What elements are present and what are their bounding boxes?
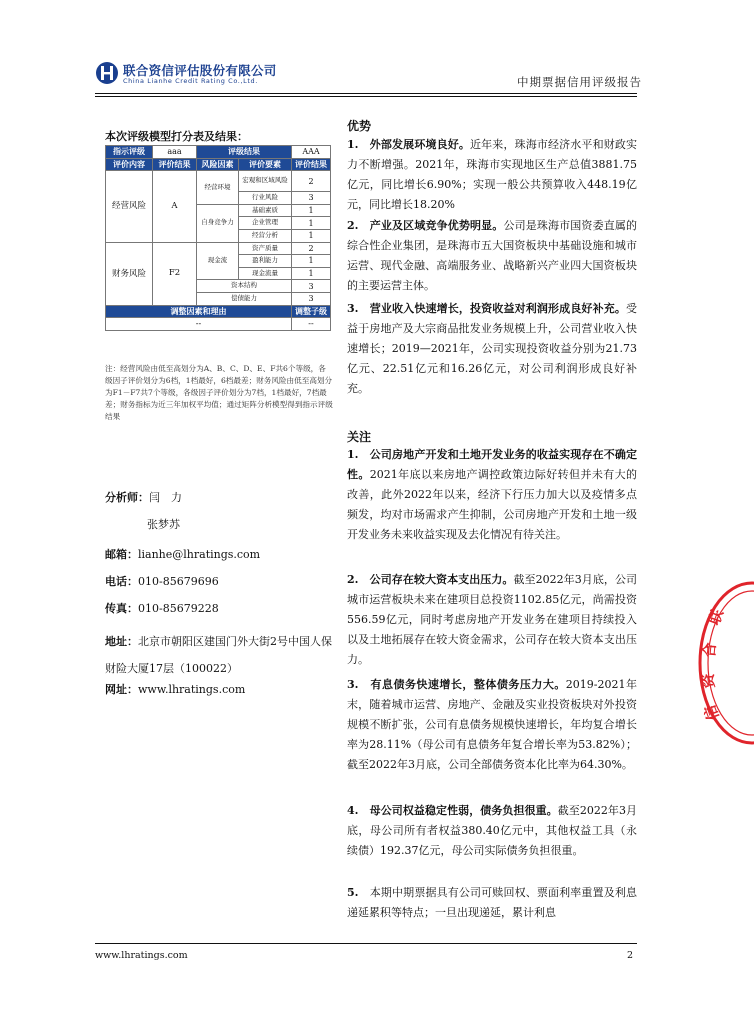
rating-result-label: 评级结果	[197, 146, 292, 159]
phone-line	[105, 575, 219, 589]
table-cell: 1	[292, 229, 331, 242]
item-number: 2.	[347, 573, 359, 586]
item-body: 公司是珠海市国资委直属的综合性企业集团，是珠海市五大国资板块中基础设施和城市运营、现代金融、高端服务业、战略新兴产业四大国资板块的主要运营主体。	[347, 219, 637, 292]
svg-text:资: 资	[698, 672, 718, 690]
table-row	[106, 171, 331, 192]
cash-flow-label: 现金流	[197, 242, 239, 280]
table-row	[106, 146, 331, 159]
table-row	[106, 242, 331, 255]
website-line	[105, 683, 245, 697]
business-risk-label: 经营风险	[106, 171, 153, 242]
fax-value: 010-85679228	[138, 602, 219, 615]
item-heading: 公司房地产开发和土地开发业务的收益实现存在不确定性。	[347, 448, 637, 481]
table-cell: 2	[292, 242, 331, 255]
operating-environment-label: 经营环境	[197, 171, 239, 205]
fax-label: 传真：	[105, 602, 138, 615]
item-body: 截至2022年3月底，母公司所有者权益380.40亿元中，其他权益工具（永续债）192.37亿元，母公司实际债务负担很重。	[347, 804, 638, 857]
rating-table-title: 本次评级模型打分表及结果：	[105, 130, 248, 143]
table-cell: 1	[292, 204, 331, 217]
address-line	[105, 628, 337, 682]
phone-label: 电话：	[105, 575, 138, 588]
item-heading: 营业收入快速增长，投资收益对利润形成良好补充。	[369, 302, 626, 315]
table-cell: 行业风险	[239, 192, 292, 205]
table-cell: 1	[292, 255, 331, 268]
table-row	[106, 318, 331, 331]
table-cell: 现金流量	[239, 267, 292, 280]
table-cell: 盈利能力	[239, 255, 292, 268]
address-label: 地址：	[105, 635, 138, 648]
table-cell: 宏观和区域风险	[239, 171, 292, 192]
company-logo-icon	[95, 61, 119, 85]
item-heading: 产业及区域竞争优势明显。	[369, 219, 504, 232]
report-type-title: 中期票据信用评级报告	[517, 75, 642, 89]
website-value[interactable]: www.lhratings.com	[138, 683, 246, 696]
strengths-heading: 优势	[347, 119, 372, 133]
rating-result-value: AAA	[292, 146, 331, 159]
table-header-row	[106, 305, 331, 318]
analyst-name: 张梦苏	[147, 518, 180, 531]
financial-risk-result: F2	[153, 242, 197, 305]
concerns-heading: 关注	[347, 430, 372, 444]
column-header: 评价结果	[292, 158, 331, 171]
table-cell: 企业管理	[239, 217, 292, 230]
table-cell: 经营分析	[239, 229, 292, 242]
item-number: 3.	[347, 678, 359, 691]
table-cell: 2	[292, 171, 331, 192]
concern-item	[347, 883, 637, 923]
item-number: 3.	[347, 302, 359, 315]
header-divider-thin	[95, 96, 637, 97]
item-body: 本期中期票据具有公司可赎回权、票面利率重置及利息递延累积等特点；一旦出现递延，累计利息	[347, 886, 637, 919]
item-heading: 有息债务快速增长，整体债务压力大。	[370, 678, 566, 691]
footer-website[interactable]: www.lhratings.com	[95, 950, 188, 961]
page-number: 2	[626, 950, 633, 961]
company-name-cn: 联合资信评估股份有限公司	[123, 63, 277, 78]
table-cell: 基础素质	[239, 204, 292, 217]
rating-score-table	[105, 145, 331, 331]
strength-item	[347, 299, 637, 399]
business-risk-result: A	[153, 171, 197, 242]
competitiveness-label: 自身竞争力	[197, 204, 239, 242]
adjust-factor-label: 调整因素和理由	[106, 305, 292, 318]
item-number: 4.	[347, 804, 359, 817]
indicator-rating-value: aaa	[153, 146, 197, 159]
analyst-line	[105, 491, 182, 505]
indicator-rating-label: 指示评级	[106, 146, 153, 159]
item-body: 截至2022年3月底，公司城市运营板块未来在建项目总投资1102.85亿元，尚需投资556.59亿元，同时考虑房地产开发业务在建项目持续投入以及土地拓展存在较大资金需求，公司存在较大资本支出压力。	[347, 573, 638, 666]
table-footnote: 注：经营风险由低至高划分为A、B、C、D、E、F共6个等级，各级因子评价划分为6档，1档最好，6档最差；财务风险由低至高划分为F1－F7共7个等级，各级因子评价划分为7档，1档最好，7档最差；财务指标为近三年加权平均值；通过矩阵分析模型得到指示评级结果	[105, 364, 333, 421]
header-divider	[95, 93, 637, 94]
address-value: 北京市朝阳区建国门外大街2号中国人保财险大厦17层（100022）	[105, 635, 332, 675]
item-number: 1.	[347, 138, 359, 151]
item-heading: 母公司权益稳定性弱，债务负担很重。	[369, 804, 558, 817]
adjust-level-label: 调整子级	[292, 305, 331, 318]
financial-risk-label: 财务风险	[106, 242, 153, 305]
item-body: 2021年底以来房地产调控政策边际好转但并未有大的改善，此外2022年以来，经济下行压力加大以及疫情多点频发，均对市场需求产生抑制，公司房地产开发和土地一级开发业务未来收益实现及去化情况有待关注。	[347, 468, 638, 541]
item-heading: 公司存在较大资本支出压力。	[369, 573, 514, 586]
column-header: 评价结果	[153, 158, 197, 171]
item-number: 2.	[347, 219, 359, 232]
item-number: 1.	[347, 448, 359, 461]
analyst-label: 分析师：	[105, 491, 149, 504]
item-body: 2019-2021年末，随着城市运营、房地产、金融及实业投资板块对外投资规模不断扩张，公司有息债务规模快速增长，年均复合增长率为28.11%（母公司有息债务年复合增长率为53.82%）；截至2022年3月底，公司全部债务资本化比率为64.30%。	[347, 678, 637, 771]
email-value[interactable]: lianhe@lhratings.com	[138, 548, 261, 561]
table-cell: 3	[292, 192, 331, 205]
item-heading: 外部发展环境良好。	[369, 138, 471, 151]
email-line	[105, 548, 260, 562]
adjust-reason: --	[106, 318, 292, 331]
website-label: 网址：	[105, 683, 138, 696]
table-cell: 1	[292, 267, 331, 280]
column-header: 风险因素	[197, 158, 239, 171]
phone-value: 010-85679696	[138, 575, 219, 588]
table-cell: 资本结构	[197, 280, 292, 293]
item-body: 受益于房地产及大宗商品批发业务规模上升，公司营业收入快速增长；2019—2021年，公司实现投资收益分别为21.73亿元、22.51亿元和16.26亿元，对公司利润形成良好补充。	[347, 302, 637, 395]
concern-item	[347, 801, 637, 861]
concern-item	[347, 570, 637, 670]
fax-line	[105, 602, 219, 616]
company-seal-stamp	[694, 578, 754, 748]
table-cell: 1	[292, 217, 331, 230]
column-header: 评价内容	[106, 158, 153, 171]
svg-text:联: 联	[704, 607, 727, 628]
strength-item	[347, 135, 637, 215]
table-cell: 资产质量	[239, 242, 292, 255]
footer-divider	[95, 943, 637, 944]
email-label: 邮箱：	[105, 548, 138, 561]
table-cell: 3	[292, 280, 331, 293]
adjust-value: --	[292, 318, 331, 331]
svg-text:合: 合	[700, 641, 720, 659]
table-header-row	[106, 158, 331, 171]
concern-item	[347, 675, 637, 775]
item-number: 5.	[347, 886, 359, 899]
table-cell: 偿债能力	[197, 292, 292, 305]
company-name-en: China Lianhe Credit Rating Co.,Ltd.	[123, 77, 258, 85]
strength-item	[347, 216, 637, 296]
svg-text:信: 信	[700, 702, 723, 723]
concern-item	[347, 445, 637, 545]
item-body: 近年来，珠海市经济水平和财政实力不断增强。2021年，珠海市实现地区生产总值3881.75亿元，同比增长6.90%；实现一般公共预算收入448.19亿元，同比增长18.20%	[347, 138, 637, 211]
analyst-name: 闫 力	[149, 491, 182, 504]
table-cell: 3	[292, 292, 331, 305]
column-header: 评价要素	[239, 158, 292, 171]
